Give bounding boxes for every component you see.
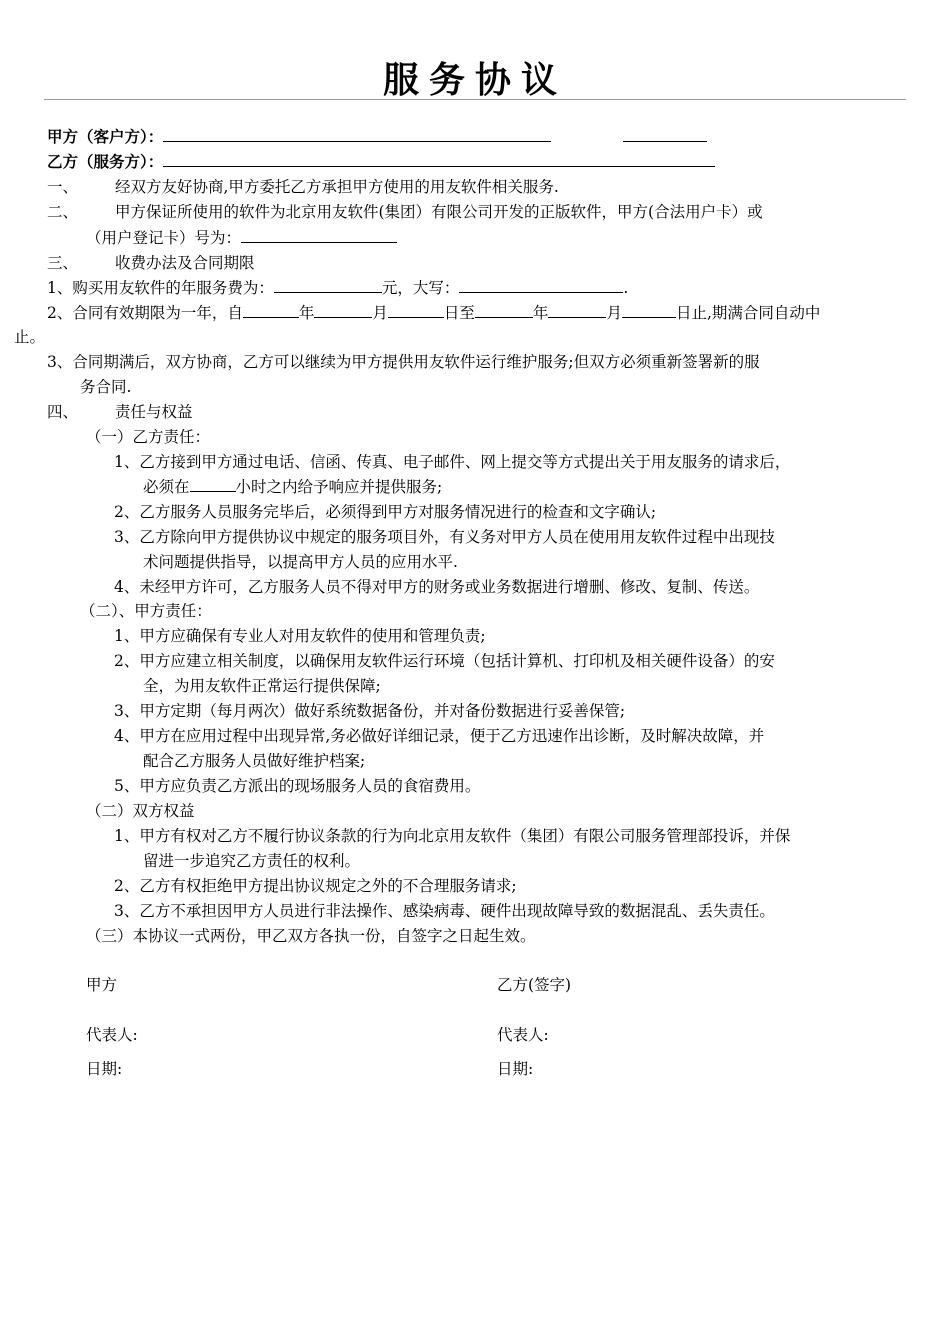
party-b-duty-3: 3、乙方除向甲方提供协议中规定的服务项目外，有义务对甲方人员在使用用友软件过程中出现技 — [114, 528, 775, 546]
party-b-duty-3-cont: 术问题提供指导，以提高甲方人员的应用水平. — [143, 553, 458, 571]
mutual-right-2: 2、乙方有权拒绝甲方提出协议规定之外的不合理服务请求; — [114, 877, 517, 895]
party-a-signature-label: 甲方 — [86, 976, 118, 994]
party-b-duties-head: （一）乙方责任： — [86, 428, 211, 446]
party-b-blank — [163, 151, 715, 167]
party-a-label: 甲方（客户方）： — [47, 127, 164, 146]
party-a-duty-5: 5、甲方应负责乙方派出的现场服务人员的食宿费用。 — [114, 777, 481, 795]
document-title: 服务协议 — [382, 60, 567, 101]
license-number-blank — [241, 227, 397, 243]
fee-words-blank — [459, 277, 623, 293]
party-a-duty-1: 1、甲方应确保有专业人对用友软件的使用和管理负责; — [114, 627, 486, 645]
term-line: 2、合同有效期限为一年，自 年 月 日至 年 月 日止,期满合同自动中 — [47, 304, 821, 322]
section-3-title: 收费办法及合同期限 — [115, 254, 255, 272]
party-a-blank — [163, 126, 551, 142]
party-b-duty-2: 2、乙方服务人员服务完毕后，必须得到甲方对服务情况进行的检查和文字确认; — [114, 503, 657, 521]
end-day-blank — [622, 302, 676, 318]
party-a-duty-2-cont: 全，为用友软件正常运行提供保障; — [143, 677, 381, 695]
party-a-duty-4-cont: 配合乙方服务人员做好维护档案; — [143, 752, 366, 770]
party-b-duty-4: 4、未经甲方许可，乙方服务人员不得对甲方的财务或业务数据进行增删、修改、复制、传送。 — [114, 578, 760, 596]
mutual-right-1-cont: 留进一步追究乙方责任的权利。 — [143, 852, 361, 870]
party-b-line — [47, 151, 715, 173]
section-2-num: 二、 — [47, 203, 79, 221]
section-4-title: 责任与权益 — [115, 403, 193, 421]
party-a-duty-3: 3、甲方定期（每月两次）做好系统数据备份，并对备份数据进行妥善保管; — [114, 702, 626, 720]
fee-line: 1、购买用友软件的年服务费为： 元，大写： . — [47, 279, 629, 297]
title-divider — [44, 99, 906, 100]
response-hours-blank — [190, 476, 236, 492]
party-b-date: 日期: — [497, 1060, 534, 1078]
start-month-blank — [314, 302, 372, 318]
party-a-representative: 代表人: — [86, 1026, 138, 1044]
mutual-right-1: 1、甲方有权对乙方不履行协议条款的行为向北京用友软件（集团）有限公司服务管理部投诉，并保 — [114, 827, 791, 845]
party-b-duty-1: 1、乙方接到甲方通过电话、信函、传真、电子邮件、网上提交等方式提出关于用友服务的请求后， — [114, 453, 791, 471]
section-2-text-cont: （用户登记卡）号为： — [86, 227, 397, 249]
renewal-line: 3、合同期满后，双方协商，乙方可以继续为甲方提供用友软件运行维护服务;但双方必须重新签署新的服 — [47, 353, 760, 371]
party-a-duties-head: （二）、甲方责任： — [80, 602, 212, 620]
end-month-blank — [548, 302, 606, 318]
section-2-text: 甲方保证所使用的软件为北京用友软件(集团）有限公司开发的正版软件，甲方(合法用户卡）或 — [115, 203, 763, 221]
party-a-duty-4: 4、甲方在应用过程中出现异常,务必做好详细记录，便于乙方迅速作出诊断，及时解决故障，并 — [114, 727, 765, 745]
renewal-line-cont: 务合同. — [80, 378, 132, 396]
party-a-duty-2: 2、甲方应建立相关制度，以确保用友软件运行环境（包括计算机、打印机及相关硬件设备）的安 — [114, 652, 775, 670]
party-b-representative: 代表人: — [497, 1026, 549, 1044]
section-1-num: 一、 — [47, 178, 79, 196]
start-day-blank — [388, 302, 444, 318]
party-a-blank-2 — [623, 126, 707, 142]
end-year-blank — [475, 302, 533, 318]
section-3-num: 三、 — [47, 254, 79, 272]
party-b-label: 乙方（服务方）： — [47, 152, 164, 171]
party-b-duty-1-cont: 必须在 小时之内给予响应并提供服务; — [143, 478, 443, 496]
party-a-line — [47, 126, 707, 148]
mutual-rights-head: （二）双方权益 — [86, 802, 195, 820]
copies-clause: （三）本协议一式两份，甲乙双方各执一份，自签字之日起生效。 — [86, 927, 536, 945]
term-line-wrap: 止。 — [14, 328, 46, 346]
party-b-signature-label: 乙方(签字) — [497, 976, 572, 994]
section-4-num: 四、 — [47, 403, 79, 421]
fee-amount-blank — [274, 277, 382, 293]
section-1-text: 经双方友好协商,甲方委托乙方承担甲方使用的用友软件相关服务. — [115, 178, 559, 196]
party-a-date: 日期: — [86, 1060, 123, 1078]
mutual-right-3: 3、乙方不承担因甲方人员进行非法操作、感染病毒、硬件出现故障导致的数据混乱、丢失责任。 — [114, 902, 775, 920]
start-year-blank — [243, 302, 299, 318]
